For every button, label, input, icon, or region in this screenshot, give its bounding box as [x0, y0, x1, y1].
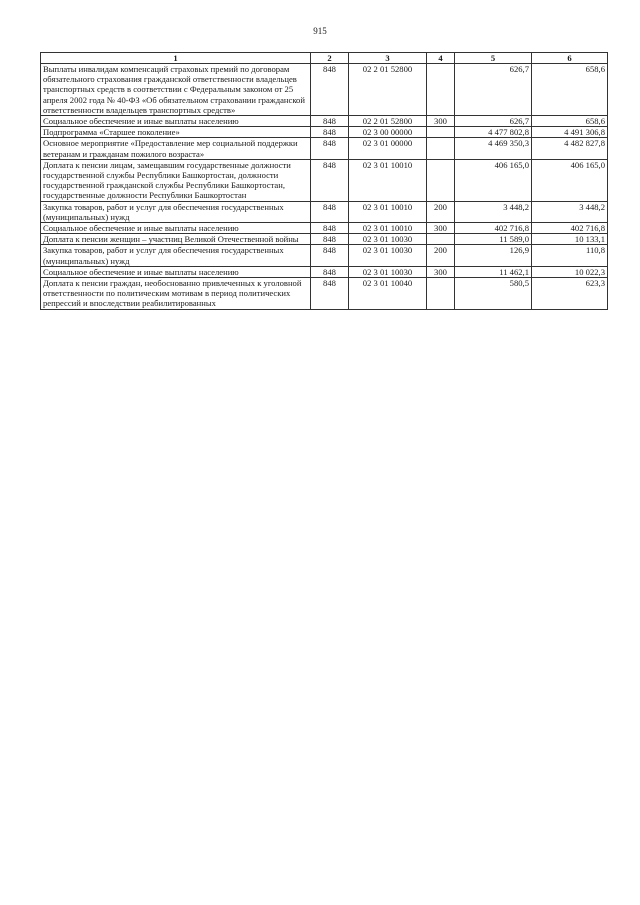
row-value-6: 623,3	[532, 278, 608, 310]
header-col-5: 5	[455, 53, 532, 64]
row-name: Закупка товаров, работ и услуг для обеспечения государственных (муниципальных) нужд	[41, 201, 311, 222]
row-ved: 848	[311, 223, 349, 234]
table-row	[41, 116, 608, 127]
table-header-row	[41, 53, 608, 64]
row-name: Основное мероприятие «Предоставление мер социальной поддержки ветеранам и гражданам пожилого возраста»	[41, 138, 311, 159]
row-value-6: 10 133,1	[532, 234, 608, 245]
page-number: 915	[313, 26, 327, 36]
row-value-6: 4 491 306,8	[532, 127, 608, 138]
row-vr	[427, 159, 455, 201]
row-ved: 848	[311, 159, 349, 201]
row-csr: 02 2 01 52800	[349, 64, 427, 116]
row-vr: 300	[427, 116, 455, 127]
row-vr: 200	[427, 245, 455, 266]
row-csr: 02 2 01 52800	[349, 116, 427, 127]
row-name: Социальное обеспечение и иные выплаты населению	[41, 116, 311, 127]
row-csr: 02 3 01 10030	[349, 245, 427, 266]
row-vr	[427, 138, 455, 159]
budget-table	[40, 52, 608, 310]
row-value-5: 406 165,0	[455, 159, 532, 201]
row-ved: 848	[311, 245, 349, 266]
header-col-6: 6	[532, 53, 608, 64]
row-csr: 02 3 01 10010	[349, 201, 427, 222]
row-value-5: 4 477 802,8	[455, 127, 532, 138]
header-col-1: 1	[41, 53, 311, 64]
row-name: Закупка товаров, работ и услуг для обеспечения государственных (муниципальных) нужд	[41, 245, 311, 266]
row-csr: 02 3 01 10010	[349, 223, 427, 234]
row-value-5: 626,7	[455, 116, 532, 127]
table-row	[41, 127, 608, 138]
row-ved: 848	[311, 266, 349, 277]
row-ved: 848	[311, 116, 349, 127]
row-csr: 02 3 00 00000	[349, 127, 427, 138]
table-row	[41, 234, 608, 245]
row-value-6: 3 448,2	[532, 201, 608, 222]
row-value-5: 126,9	[455, 245, 532, 266]
row-value-5: 626,7	[455, 64, 532, 116]
row-csr: 02 3 01 10010	[349, 159, 427, 201]
table-row	[41, 278, 608, 310]
row-value-6: 406 165,0	[532, 159, 608, 201]
row-ved: 848	[311, 278, 349, 310]
row-csr: 02 3 01 00000	[349, 138, 427, 159]
row-ved: 848	[311, 64, 349, 116]
row-value-5: 11 462,1	[455, 266, 532, 277]
row-vr: 300	[427, 223, 455, 234]
row-value-5: 11 589,0	[455, 234, 532, 245]
row-vr	[427, 278, 455, 310]
row-value-6: 658,6	[532, 64, 608, 116]
row-value-5: 4 469 350,3	[455, 138, 532, 159]
row-csr: 02 3 01 10030	[349, 266, 427, 277]
row-value-6: 110,8	[532, 245, 608, 266]
row-value-5: 402 716,8	[455, 223, 532, 234]
row-name: Социальное обеспечение и иные выплаты населению	[41, 223, 311, 234]
table-row	[41, 159, 608, 201]
header-col-3: 3	[349, 53, 427, 64]
row-vr	[427, 127, 455, 138]
row-vr: 200	[427, 201, 455, 222]
row-name: Выплаты инвалидам компенсаций страховых премий по договорам обязательного страхования гражданской ответственности владельцев транспортных средств в соответствии с Федеральным законом от 25 апреля 2002 года № 40-ФЗ «Об обязательном страховании гражданской ответственности владельцев транспортных средств»	[41, 64, 311, 116]
header-col-4: 4	[427, 53, 455, 64]
table-row	[41, 64, 608, 116]
row-vr	[427, 234, 455, 245]
row-name: Доплата к пенсии граждан, необоснованно привлеченных к уголовной ответственности по политическим мотивам в период политических репрессий и впоследствии реабилитированных	[41, 278, 311, 310]
table-row	[41, 266, 608, 277]
row-value-6: 402 716,8	[532, 223, 608, 234]
header-col-2: 2	[311, 53, 349, 64]
row-ved: 848	[311, 127, 349, 138]
row-name: Доплата к пенсии женщин – участниц Великой Отечественной войны	[41, 234, 311, 245]
row-vr	[427, 64, 455, 116]
row-vr: 300	[427, 266, 455, 277]
row-value-6: 4 482 827,8	[532, 138, 608, 159]
row-ved: 848	[311, 138, 349, 159]
row-value-5: 580,5	[455, 278, 532, 310]
row-ved: 848	[311, 234, 349, 245]
table-row	[41, 223, 608, 234]
table-row	[41, 245, 608, 266]
row-value-5: 3 448,2	[455, 201, 532, 222]
row-name: Доплата к пенсии лицам, замещавшим государственные должности государственной службы Республики Башкортостан, должности государственной гражданской службы Республики Башкортостан, государственные должности Республики Башкортостан	[41, 159, 311, 201]
row-ved: 848	[311, 201, 349, 222]
row-name: Социальное обеспечение и иные выплаты населению	[41, 266, 311, 277]
table-row	[41, 201, 608, 222]
table-row	[41, 138, 608, 159]
row-name: Подпрограмма «Старшее поколение»	[41, 127, 311, 138]
row-csr: 02 3 01 10040	[349, 278, 427, 310]
row-value-6: 658,6	[532, 116, 608, 127]
row-csr: 02 3 01 10030	[349, 234, 427, 245]
row-value-6: 10 022,3	[532, 266, 608, 277]
